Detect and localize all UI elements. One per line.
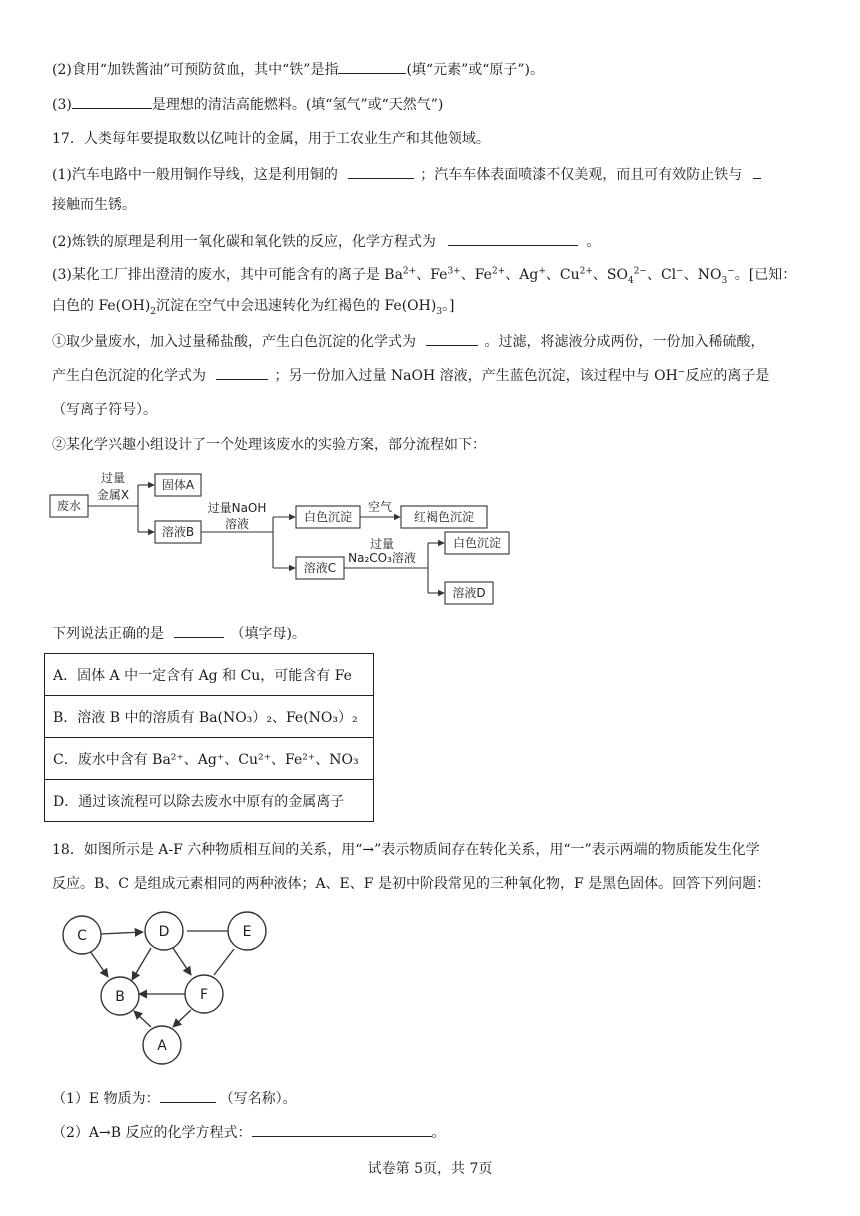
q18-stem-line1: 18．如图所示是 A-F 六种物质相互间的关系，用“→”表示物质间存在转化关系，用“一”表示两端的物质能发生化学 xyxy=(52,842,760,858)
answer-blank[interactable] xyxy=(348,164,414,179)
process-flowchart xyxy=(44,465,524,610)
ion-so4-text: 、SO xyxy=(592,267,628,283)
q17-p1-text2: ；汽车车体表面喷漆不仅美观，而且可有效防止铁与 xyxy=(420,167,743,183)
q18-p2-end: 。 xyxy=(431,1125,446,1141)
node-f-label: F xyxy=(199,987,209,1003)
q17-part2 xyxy=(52,231,600,252)
node-b-label: B xyxy=(115,989,125,1005)
sub1-text: ①取少量废水，加入过量稀盐酸，产生白色沉淀的化学式为 xyxy=(52,334,416,350)
node-d-label: D xyxy=(158,924,170,940)
option-a[interactable]: A．固体 A 中一定含有 Ag 和 Cu，可能含有 Fe xyxy=(45,654,374,696)
q16-p3-num: (3) xyxy=(52,97,72,113)
reagent3-label-b: Na₂CO₃溶液 xyxy=(348,551,416,565)
q17-p2-text: (2)炼铁的原理是利用一氧化碳和氧化铁的反应，化学方程式为 xyxy=(52,234,436,250)
q17-sub1-line1 xyxy=(52,331,764,352)
sub1-text4: ；另一份加入过量 NaOH 溶液，产生蓝色沉淀，该过程中与 OH xyxy=(274,368,678,384)
q16-p2-hint: (填“元素”或“原子”)。 xyxy=(406,62,545,78)
answer-blank[interactable] xyxy=(160,1088,216,1103)
q18-p1-text: （1）E 物质为： xyxy=(52,1091,160,1107)
q17-part3-line1: (3)某化工厂排出澄清的废水，其中可能含有的离子是 $Ba^{2+}$、$Fe^{3+}$、$Fe^{2+}$、Ag+、$Cu^{2+}$、$SO_4^{2-}$、Cl−、$NO_3^-$。[已知： xyxy=(52,266,797,286)
solution-c-label: 溶液C xyxy=(303,561,337,575)
reagent3-label-a: 过量 xyxy=(369,537,395,551)
reagent2-label-b: 溶液 xyxy=(224,517,250,531)
prompt-text: 下列说法正确的是 xyxy=(52,626,164,642)
relation-diagram xyxy=(52,905,282,1067)
answer-blank[interactable] xyxy=(426,331,478,346)
answer-blank[interactable] xyxy=(252,1122,432,1137)
sub1-text3: 产生白色沉淀的化学式为 xyxy=(52,368,206,384)
answer-blank[interactable] xyxy=(72,94,152,109)
reagent1-label-b: 金属X xyxy=(96,488,130,502)
q18-part1 xyxy=(52,1088,297,1109)
q17-sub1-line3: （写离子符号）。 xyxy=(52,402,157,418)
q16-part3 xyxy=(52,94,443,115)
ion-cl-text: 、Cl xyxy=(646,267,677,283)
sub1-text5: 反应的离子是 xyxy=(685,368,770,384)
white2-label: 白色沉淀 xyxy=(452,536,502,550)
waste-label: 废水 xyxy=(56,499,82,513)
q16-part2 xyxy=(52,59,544,80)
q18-p1-hint: （写名称）。 xyxy=(219,1091,297,1107)
reagent1-label-a: 过量 xyxy=(100,471,126,485)
q16-p2-text: (2)食用“加铁酱油”可预防贫血，其中“铁”是指 xyxy=(52,62,339,78)
q17-p1-text: (1)汽车电路中一般用铜作导线，这是利用铜的 xyxy=(52,167,338,183)
q18-stem-line2: 反应。B、C 是组成元素相同的两种液体；A、E、F 是初中阶段常见的三种氧化物，F 是黑色固体。回答下列问题： xyxy=(52,876,771,892)
answer-blank[interactable] xyxy=(174,623,224,638)
q16-p3-text: 是理想的清洁高能燃料。(填“氢气”或“天然气”) xyxy=(151,97,444,113)
air-label: 空气 xyxy=(367,500,393,514)
q17-sub1-line2: 产生白色沉淀的化学式为 ；另一份加入过量 NaOH 溶液，产生蓝色沉淀，该过程中与 OH−反应的离子是 xyxy=(52,365,769,386)
solution-b-label: 溶液B xyxy=(161,525,195,539)
ion-fe2-text: 、Fe xyxy=(460,267,492,283)
ion-no3-text: 、NO xyxy=(683,267,722,283)
solid-a-label: 固体A xyxy=(161,478,195,492)
q18-p2-text: （2）A→B 反应的化学方程式： xyxy=(52,1125,252,1141)
option-b[interactable]: B．溶液 B 中的溶质有 Ba(NO₃）₂、Fe(NO₃）₂ xyxy=(45,696,374,738)
option-c[interactable]: C．废水中含有 Ba²⁺、Ag⁺、Cu²⁺、Fe²⁺、NO₃ xyxy=(45,738,374,780)
ion-cu-text: 、Cu xyxy=(545,267,580,283)
q17-prompt xyxy=(52,623,306,644)
q17-p2-end: 。 xyxy=(586,234,601,250)
white1-label: 白色沉淀 xyxy=(303,510,353,524)
answer-blank[interactable] xyxy=(338,59,406,74)
redbrown-label: 红褐色沉淀 xyxy=(413,510,475,524)
node-c-label: C xyxy=(77,928,87,944)
q17-part1-line2: 接触而生锈。 xyxy=(52,197,136,213)
ion-fe3-text: 、Fe xyxy=(416,267,448,283)
page-footer: 试卷第 5页，共 7页 xyxy=(367,1161,493,1177)
answer-blank[interactable] xyxy=(753,164,761,179)
feoh3-text: 沉淀在空气中会迅速转化为红褐色的 Fe(OH) xyxy=(156,298,437,314)
reagent2-label-a: 过量NaOH xyxy=(207,501,267,515)
prompt-hint: （填字母)。 xyxy=(230,626,306,642)
solution-d-label: 溶液D xyxy=(452,586,486,600)
q17-stem: 17．人类每年要提取数以亿吨计的金属，用于工农业生产和其他领域。 xyxy=(52,131,490,147)
q17-part3-line2: 白色的 $Fe(OH)_2$沉淀在空气中会迅速转化为红褐色的 $Fe(OH)_3$。] xyxy=(52,298,455,317)
q17-sub2: ②某化学兴趣小组设计了一个处理该废水的实验方案，部分流程如下： xyxy=(52,437,486,453)
ion-ag-text: 、Ag xyxy=(505,267,539,283)
q17-p3-known: 。[已知： xyxy=(734,267,797,283)
answer-blank[interactable] xyxy=(216,365,268,380)
q17-p3-end: 。] xyxy=(442,298,455,314)
q18-part2 xyxy=(52,1122,446,1143)
option-d[interactable]: D．通过该流程可以除去废水中原有的金属离子 xyxy=(45,780,374,822)
node-e-label: E xyxy=(242,924,252,940)
sub1-text2: 。过滤，将滤液分成两份，一份加入稀硫酸， xyxy=(484,334,765,350)
ion-ba-text: (3)某化工厂排出澄清的废水，其中可能含有的离子是 Ba xyxy=(52,267,403,283)
node-a-label: A xyxy=(157,1038,167,1054)
q17-part1-line1 xyxy=(52,164,761,185)
feoh2-text: 白色的 Fe(OH) xyxy=(52,298,151,314)
options-table xyxy=(44,653,374,822)
answer-blank[interactable] xyxy=(448,231,578,246)
